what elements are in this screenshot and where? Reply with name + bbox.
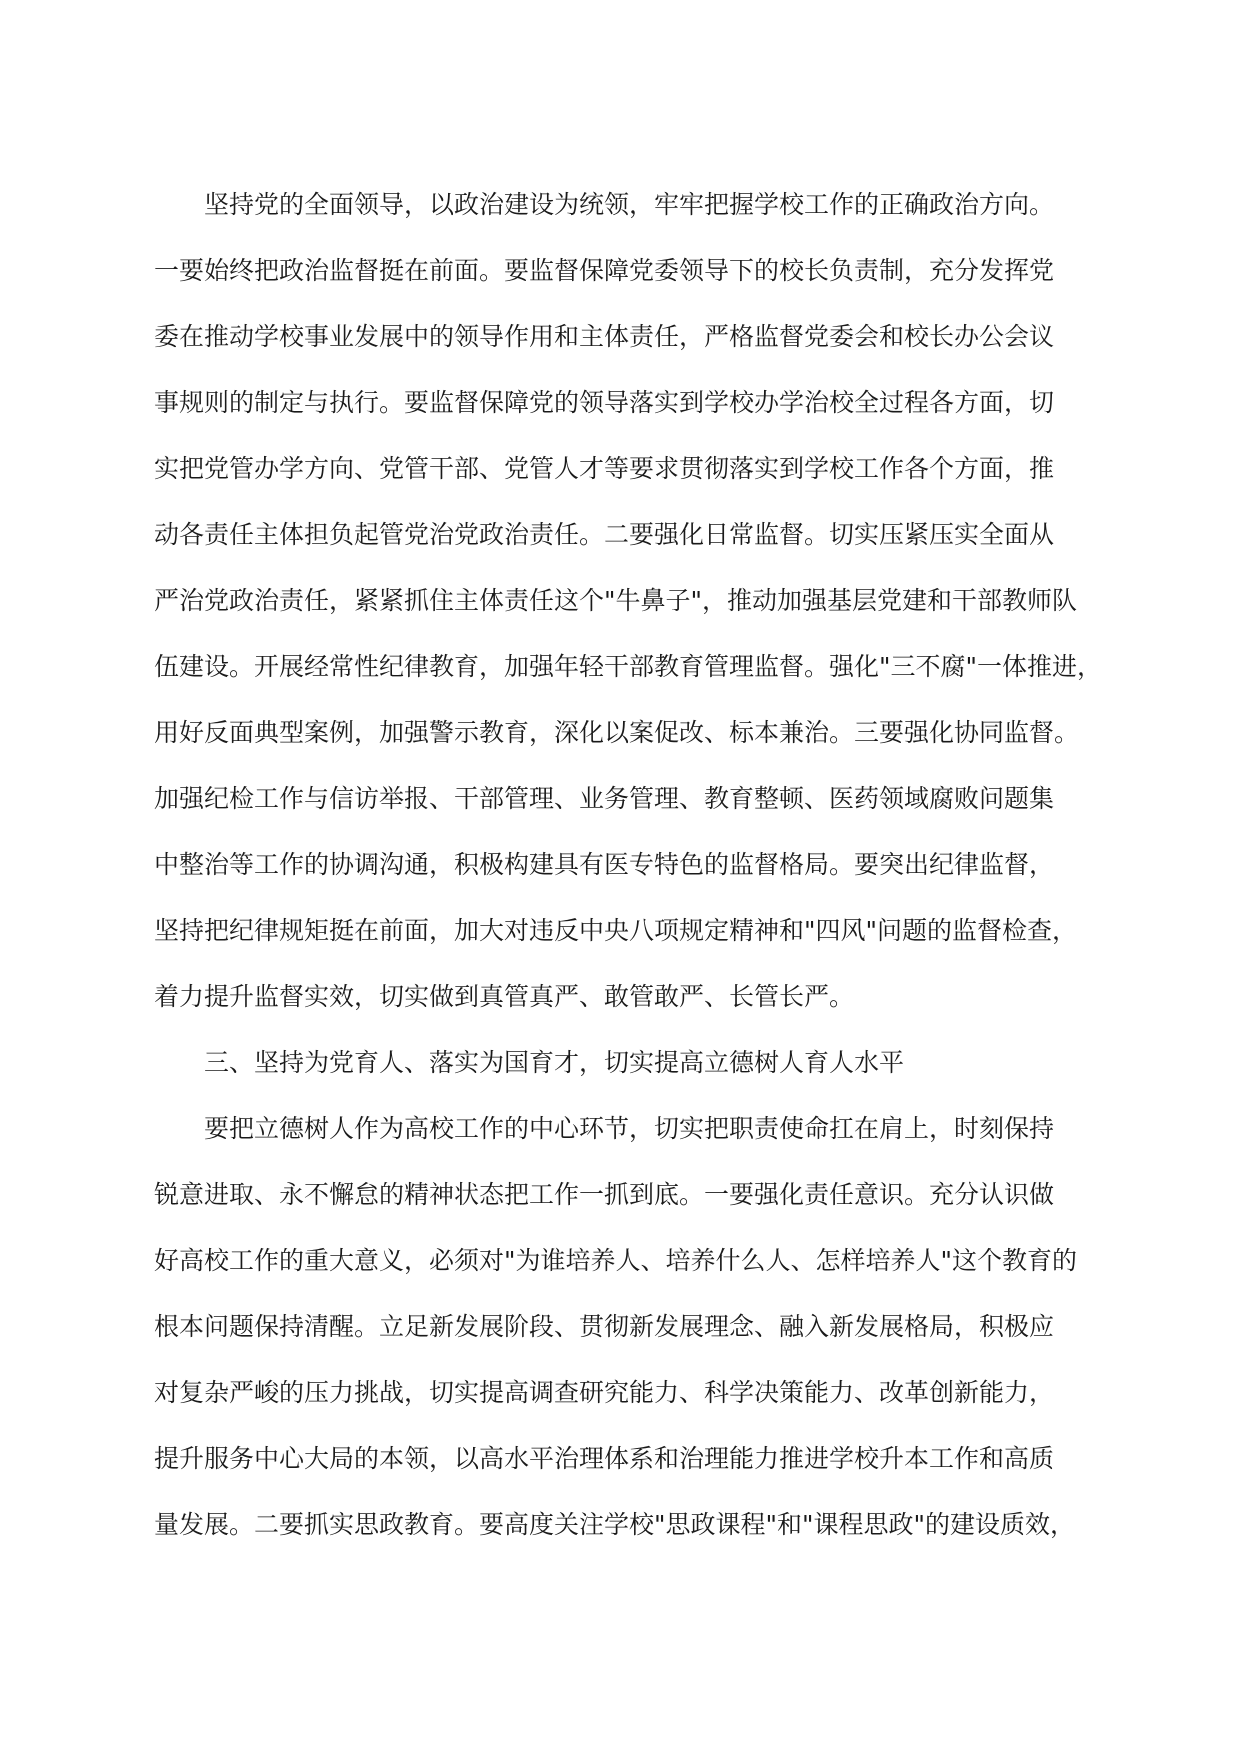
text-line: 中整治等工作的协调沟通，积极构建具有医专特色的监督格局。要突出纪律监督，: [154, 850, 1055, 879]
text-line: 坚持党的全面领导，以政治建设为统领，牢牢把握学校工作的正确政治方向。: [204, 190, 1055, 219]
text-line: 量发展。二要抓实思政教育。要高度关注学校"思政课程"和"课程思政"的建设质效，: [154, 1510, 1075, 1539]
text-line: 事规则的制定与执行。要监督保障党的领导落实到学校办学治校全过程各方面，切: [154, 388, 1055, 417]
text-line: 好高校工作的重大意义，必须对"为谁培养人、培养什么人、怎样培养人"这个教育的: [154, 1246, 1078, 1275]
text-line: 提升服务中心大局的本领，以高水平治理体系和治理能力推进学校升本工作和高质: [154, 1444, 1055, 1473]
text-line: 要把立德树人作为高校工作的中心环节，切实把职责使命扛在肩上，时刻保持: [204, 1114, 1055, 1143]
text-line: 对复杂严峻的压力挑战，切实提高调查研究能力、科学决策能力、改革创新能力，: [154, 1378, 1055, 1407]
text-line: 着力提升监督实效，切实做到真管真严、敢管敢严、长管长严。: [154, 982, 855, 1011]
text-line: 根本问题保持清醒。立足新发展阶段、贯彻新发展理念、融入新发展格局，积极应: [154, 1312, 1055, 1341]
text-line: 坚持把纪律规矩挺在前面，加大对违反中央八项规定精神和"四风"问题的监督检查，: [154, 916, 1078, 945]
text-line: 锐意进取、永不懈怠的精神状态把工作一抓到底。一要强化责任意识。充分认识做: [154, 1180, 1055, 1209]
text-line: 一要始终把政治监督挺在前面。要监督保障党委领导下的校长负责制，充分发挥党: [154, 256, 1055, 285]
section-heading: 三、坚持为党育人、落实为国育才，切实提高立德树人育人水平: [204, 1048, 905, 1077]
text-line: 实把党管办学方向、党管干部、党管人才等要求贯彻落实到学校工作各个方面，推: [154, 454, 1055, 483]
text-line: 动各责任主体担负起管党治党政治责任。二要强化日常监督。切实压紧压实全面从: [154, 520, 1055, 549]
text-line: 伍建设。开展经常性纪律教育，加强年轻干部教育管理监督。强化"三不腐"一体推进，: [154, 652, 1103, 681]
text-line: 严治党政治责任，紧紧抓住主体责任这个"牛鼻子"，推动加强基层党建和干部教师队: [154, 586, 1078, 615]
text-line: 委在推动学校事业发展中的领导作用和主体责任，严格监督党委会和校长办公会议: [154, 322, 1055, 351]
text-line: 用好反面典型案例，加强警示教育，深化以案促改、标本兼治。三要强化协同监督。: [154, 718, 1080, 747]
text-line: 加强纪检工作与信访举报、干部管理、业务管理、教育整顿、医药领域腐败问题集: [154, 784, 1055, 813]
body-text: [154, 172, 1103, 1558]
